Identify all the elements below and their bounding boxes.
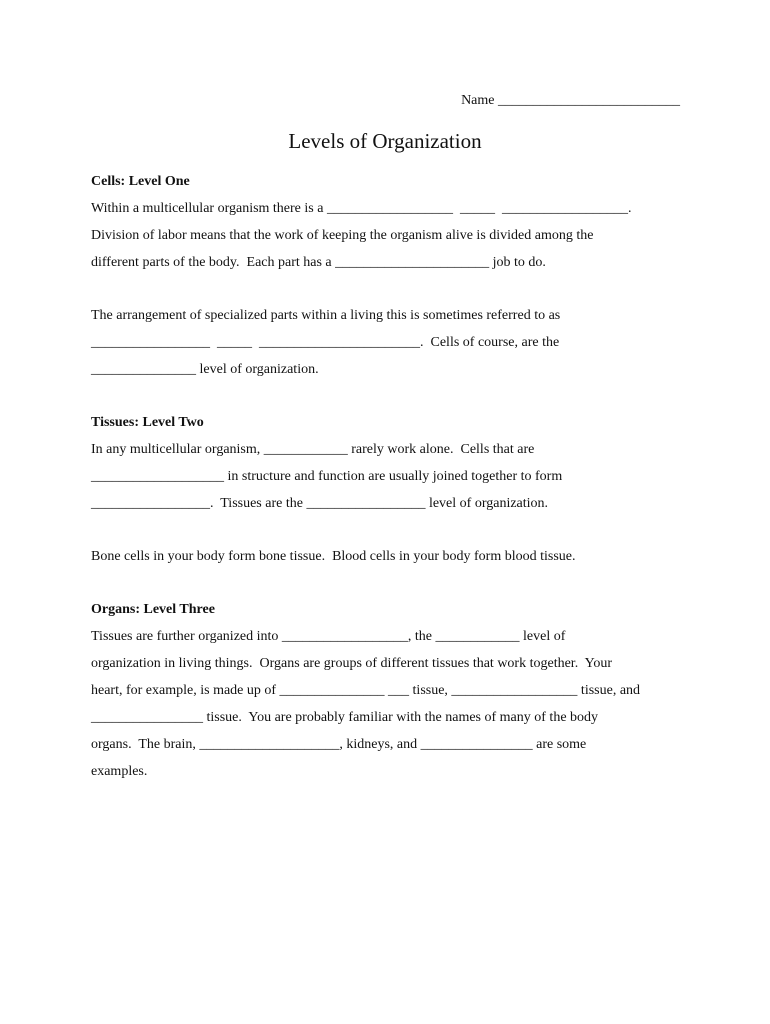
text-line: organs. The brain, ____________________, kidneys, and ________________ are some: [91, 737, 587, 752]
text-line: In any multicellular organism, ____________ rarely work alone. Cells that are: [91, 442, 535, 457]
worksheet-body: [91, 168, 691, 785]
text-line: _______________ level of organization.: [91, 362, 319, 377]
paragraph-gap: [91, 517, 691, 543]
name-field[interactable]: Name __________________________: [461, 93, 680, 108]
text-line: Division of labor means that the work of keeping the organism alive is divided among the: [91, 228, 594, 243]
text-line: Bone cells in your body form bone tissue. Blood cells in your body form blood tissue.: [91, 549, 576, 564]
section-heading-tissues: Tissues: Level Two: [91, 415, 204, 430]
text-line: The arrangement of specialized parts within a living this is sometimes referred to as: [91, 308, 561, 323]
section-heading-organs: Organs: Level Three: [91, 602, 215, 617]
text-line: ________________ tissue. You are probably familiar with the names of many of the body: [91, 710, 599, 725]
text-line: Tissues are further organized into __________________, the ____________ level of: [91, 629, 566, 644]
text-line: Within a multicellular organism there is a __________________ _____ __________________.: [91, 201, 632, 216]
page-title: Levels of Organization: [288, 129, 482, 153]
text-line: different parts of the body. Each part has a ______________________ job to do.: [91, 255, 546, 270]
text-line: examples.: [91, 764, 148, 779]
text-line: heart, for example, is made up of _______________ ___ tissue, __________________ tissue, and: [91, 683, 641, 698]
section-heading-cells: Cells: Level One: [91, 174, 190, 189]
text-line: ___________________ in structure and function are usually joined together to form: [91, 469, 563, 484]
text-line: _________________ _____ _______________________. Cells of course, are the: [91, 335, 560, 350]
paragraph-gap: [91, 383, 691, 409]
paragraph-gap: [91, 570, 691, 596]
text-line: _________________. Tissues are the _________________ level of organization.: [91, 496, 549, 511]
paragraph-gap: [91, 276, 691, 302]
text-line: organization in living things. Organs are groups of different tissues that work together. Your: [91, 656, 613, 671]
